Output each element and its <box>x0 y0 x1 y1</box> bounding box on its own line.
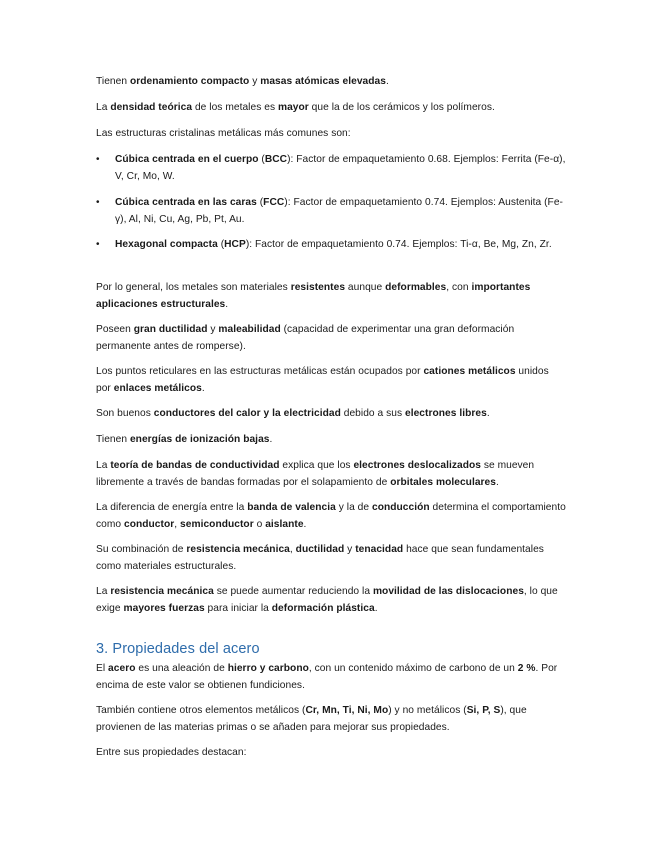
bold-text: mayores fuerzas <box>123 602 205 614</box>
text: ): Factor de empaquetamiento 0.74. Ejemplos: Austenita (Fe-γ), Al, Ni, Cu, Ag, Pb, Pt, Au. <box>115 197 563 225</box>
bold-text: masas atómicas elevadas <box>260 76 386 87</box>
bold-text: electrones deslocalizados <box>353 460 481 471</box>
bold-text: movilidad de las dislocaciones <box>372 586 524 597</box>
bold-text: semiconductor <box>180 518 254 530</box>
text: , con un contenido máximo de carbono de un <box>308 663 518 674</box>
paragraph <box>96 703 566 736</box>
text: Tienen <box>96 434 130 445</box>
text: . <box>269 434 273 445</box>
text: También contiene otros elementos metálicos ( <box>96 705 306 716</box>
text: Su combinación de <box>96 544 187 555</box>
paragraph <box>96 126 566 143</box>
bold-text: teoría de bandas de conductividad <box>110 460 280 471</box>
text: , lo que exige <box>96 586 558 614</box>
paragraph <box>96 542 566 575</box>
text: Poseen <box>96 324 134 335</box>
text: Entre sus propiedades destacan: <box>96 747 247 758</box>
text: o <box>253 518 266 530</box>
list-item <box>96 237 566 254</box>
text: se puede aumentar reduciendo la <box>213 586 373 597</box>
text: explica que los <box>279 460 354 471</box>
text: . <box>201 382 205 394</box>
bullet-icon: • <box>96 197 100 208</box>
bold-text: HCP <box>224 239 246 250</box>
text: y la de <box>335 502 372 513</box>
text: y <box>249 76 261 87</box>
paragraph <box>96 280 566 313</box>
text: . <box>496 476 499 488</box>
bold-text: conductor <box>124 518 175 530</box>
text: unidos por <box>96 366 549 394</box>
bold-text: ductilidad <box>295 544 345 555</box>
text: Las estructuras cristalinas metálicas más comunes son: <box>96 128 351 139</box>
text: (capacidad de experimentar una gran deformación permanente antes de romperse). <box>96 324 515 352</box>
text: ) y no metálicos ( <box>388 705 467 716</box>
bold-text: deformables <box>385 282 447 293</box>
text: para iniciar la <box>204 602 272 614</box>
bold-text: electrones libres <box>405 408 487 419</box>
bold-text: importantes aplicaciones estructurales <box>96 282 531 310</box>
text: se mueven libremente a través de bandas formadas por el solapamiento de <box>96 460 535 488</box>
bold-text: Cúbica centrada en las caras <box>115 197 257 208</box>
text: Tienen <box>96 76 130 87</box>
text: ): Factor de empaquetamiento 0.74. Ejemplos: Ti-α, Be, Mg, Zn, Zr. <box>245 239 552 250</box>
text: es una aleación de <box>135 663 228 674</box>
paragraph <box>96 322 566 355</box>
bold-text: aislante <box>265 518 304 530</box>
text: , <box>289 544 296 555</box>
text: . <box>374 602 378 614</box>
text: La <box>96 460 111 471</box>
section-heading: 3. Propiedades del acero <box>96 641 260 657</box>
bold-text: mayor <box>277 102 309 113</box>
paragraph <box>96 100 566 117</box>
bold-text: Cr, Mn, Ti, Ni, Mo <box>305 705 389 716</box>
bold-text: tenacidad <box>355 544 404 555</box>
paragraph <box>96 584 566 617</box>
text: debido a sus <box>340 408 405 419</box>
bold-text: deformación plástica <box>271 602 375 614</box>
text: ( <box>256 197 264 208</box>
text: Por lo general, los metales son materiales <box>96 282 291 293</box>
bold-text: resistencia mecánica <box>186 544 290 555</box>
text: La diferencia de energía entre la <box>96 502 248 513</box>
bold-text: resistencia mecánica <box>110 586 214 597</box>
text: . <box>303 518 307 530</box>
bold-text: FCC <box>263 197 285 208</box>
text: El <box>96 663 109 674</box>
text: Son buenos <box>96 408 154 419</box>
text: ), que provienen de las materias primas o se añaden para mejorar sus propiedades. <box>96 705 527 733</box>
text: y <box>344 544 356 555</box>
bold-text: Si, P, S <box>466 705 501 716</box>
text: determina el comportamiento como <box>96 502 566 530</box>
bold-text: densidad teórica <box>110 102 193 113</box>
bold-text: energías de ionización bajas <box>129 434 270 445</box>
bullet-icon: • <box>96 239 100 250</box>
paragraph <box>96 364 566 397</box>
bold-text: acero <box>108 663 136 674</box>
bold-text: cationes metálicos <box>423 366 516 377</box>
bold-text: BCC <box>264 154 288 165</box>
bold-text: Cúbica centrada en el cuerpo <box>115 154 259 165</box>
bold-text: resistentes <box>290 282 346 293</box>
text: La <box>96 102 111 113</box>
text: y <box>207 324 219 335</box>
text: ( <box>258 154 265 165</box>
bold-text: Hexagonal compacta <box>115 239 218 250</box>
paragraph <box>96 432 566 449</box>
text: . Por encima de este valor se obtienen fundiciones. <box>96 663 558 691</box>
text: . <box>486 408 490 419</box>
text: La <box>96 586 111 597</box>
bold-text: orbitales moleculares <box>390 476 496 488</box>
text: , <box>174 518 181 530</box>
list-item <box>96 152 566 185</box>
paragraph <box>96 406 566 423</box>
text: ): Factor de empaquetamiento 0.68. Ejemplos: Ferrita (Fe-α), V, Cr, Mo, W. <box>115 154 566 182</box>
bold-text: ordenamiento compacto <box>129 76 250 87</box>
text: . <box>225 298 229 310</box>
bullet-icon: • <box>96 154 100 165</box>
paragraph <box>96 458 566 491</box>
text: aunque <box>345 282 386 293</box>
paragraph <box>96 661 566 694</box>
bold-text: hierro y carbono <box>227 663 309 674</box>
paragraph <box>96 745 566 762</box>
text: de los metales es <box>192 102 278 113</box>
text: . <box>385 76 389 87</box>
text: Los puntos reticulares en las estructuras metálicas están ocupados por <box>96 366 424 377</box>
bold-text: gran ductilidad <box>133 324 208 335</box>
text: hace que sean fundamentales como materiales estructurales. <box>96 544 544 572</box>
paragraph <box>96 500 566 533</box>
list-item <box>96 195 566 228</box>
bold-text: banda de valencia <box>247 502 336 513</box>
bold-text: enlaces metálicos <box>113 382 202 394</box>
text: que la de los cerámicos y los polímeros. <box>308 102 495 113</box>
text: ( <box>217 239 225 250</box>
bold-text: conductores del calor y la electricidad <box>153 408 341 419</box>
bold-text: maleabilidad <box>218 324 281 335</box>
bold-text: conducción <box>372 502 430 513</box>
paragraph <box>96 74 566 91</box>
text: , con <box>446 282 472 293</box>
bold-text: 2 % <box>517 663 536 674</box>
